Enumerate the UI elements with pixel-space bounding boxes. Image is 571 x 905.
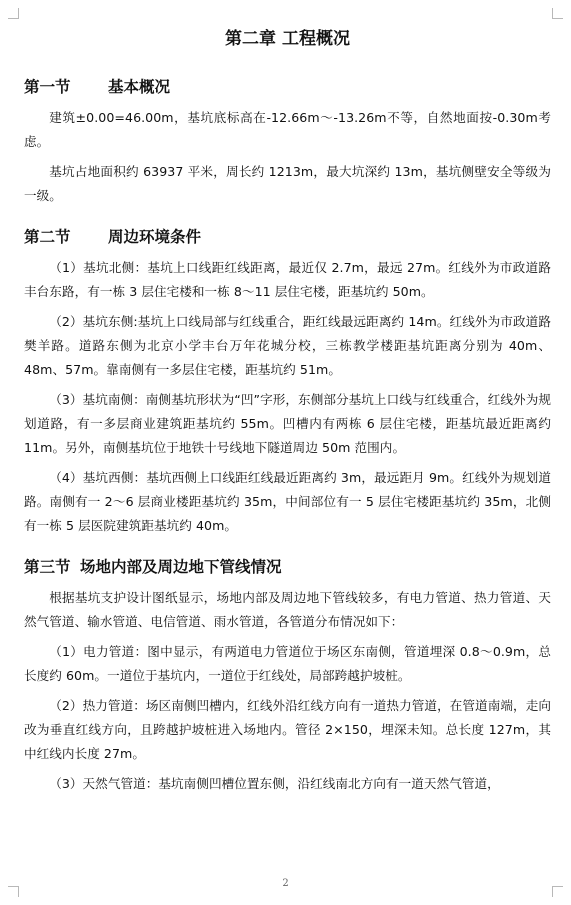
paragraph: （4）基坑西侧：基坑西侧上口线距红线最近距离约 3m，最远距月 9m。红线外为规划道路。南侧有一 2～6 层商业楼距基坑约 35m，中间部位有一 5 层住宅楼距基坑约 35m，北侧有一栋 5 层医院建筑距基坑约 40m。 (24, 470, 551, 533)
chapter-title: 第二章 工程概况 (225, 29, 350, 49)
section-heading (24, 74, 551, 100)
section-surroundings (24, 224, 551, 538)
section-title: 周边环境条件 (108, 227, 202, 246)
section-underground-pipelines (24, 554, 551, 796)
section-heading (24, 554, 551, 580)
paragraph: 根据基坑支护设计图纸显示，场地内部及周边地下管线较多，有电力管道、热力管道、天然气管道、输水管道、电信管道、雨水管道，各管道分布情况如下： (24, 590, 551, 629)
paragraph: 建筑±0.00=46.00m，基坑底标高在-12.66m～-13.26m不等，自然地面按-0.30m考虑。 (24, 110, 551, 149)
page-corner-mark-top-left (8, 8, 19, 19)
section-number: 第三节 (24, 557, 71, 576)
paragraph: （1）电力管道：图中显示，有两道电力管道位于场区东南侧，管道埋深 0.8～0.9m，总长度约 60m。一道位于基坑内，一道位于红线处，局部跨越护坡桩。 (24, 644, 551, 683)
section-number: 第二节 (24, 227, 71, 246)
section-basic-overview (24, 74, 551, 208)
page-number: 2 (282, 878, 289, 889)
paragraph: （2）热力管道：场区南侧凹槽内，红线外沿红线方向有一道热力管道，在管道南端，走向改为垂直红线方向，且跨越护坡桩进入场地内。管径 2×150，埋深未知。总长度 127m，其中红线内长度 27m。 (24, 698, 551, 761)
paragraph: （3）基坑南侧：南侧基坑形状为“凹”字形，东侧部分基坑上口线与红线重合，红线外为规划道路，有一多层商业建筑距基坑约 55m。凹槽内有两栋 6 层住宅楼，距基坑最近距离约 11m。另外，南侧基坑位于地铁十号线地下隧道周边 50m 范围内。 (24, 392, 551, 455)
paragraph: （1）基坑北侧：基坑上口线距红线距离，最近仅 2.7m，最远 27m。红线外为市政道路丰台东路，有一栋 3 层住宅楼和一栋 8～11 层住宅楼，距基坑约 50m。 (24, 260, 551, 299)
page-corner-mark-top-right (552, 8, 563, 19)
section-heading (24, 224, 551, 250)
paragraph: （3）天然气管道：基坑南侧凹槽位置东侧，沿红线南北方向有一道天然气管道， (49, 776, 500, 791)
section-title: 基本概况 (108, 77, 171, 96)
section-number: 第一节 (24, 77, 71, 96)
document-page (24, 26, 551, 802)
paragraph: （2）基坑东侧:基坑上口线局部与红线重合，距红线最远距离约 14m。红线外为市政道路樊羊路。道路东侧为北京小学丰台万年花城分校，三栋教学楼距基坑距离分别为 40m、48m、57m。靠南侧有一多层住宅楼，距基坑约 51m。 (24, 314, 551, 377)
paragraph: 基坑占地面积约 63937 平米，周长约 1213m，最大坑深约 13m，基坑侧壁安全等级为一级。 (24, 164, 551, 203)
section-title: 场地内部及周边地下管线情况 (80, 557, 282, 576)
